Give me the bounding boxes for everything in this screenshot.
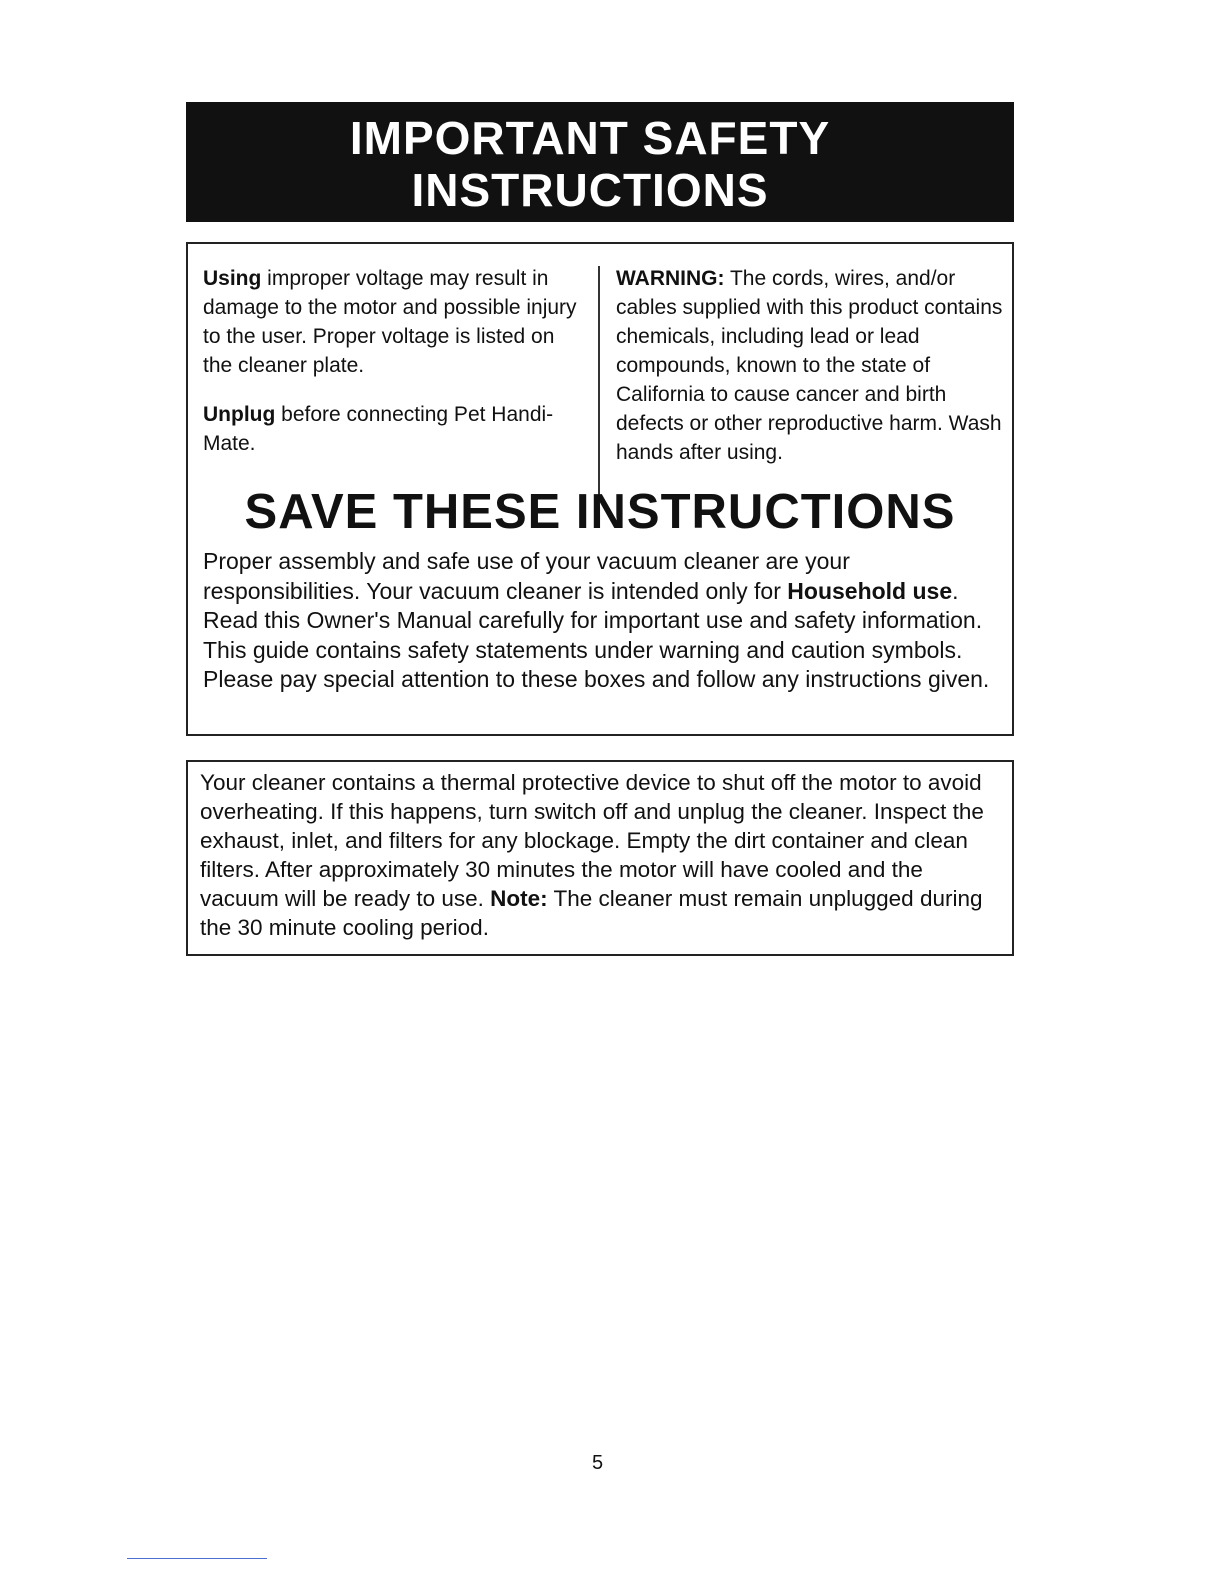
using-label: Using [203,267,262,290]
warning-label: WARNING: [616,267,725,290]
responsibilities-text-1: Proper assembly and safe use of your vacuum cleaner are your responsibilities. Your vacuum cleaner is intended only for [203,548,850,604]
save-instructions-body [203,547,1003,695]
thermal-protection-body [200,768,1006,942]
unplug-label: Unplug [203,403,276,426]
column-divider [598,266,600,506]
safety-instructions-box [186,242,1014,736]
save-instructions-heading: SAVE THESE INSTRUCTIONS [244,485,956,539]
safety-banner [186,102,1014,222]
voltage-column [203,264,588,458]
responsibilities-paragraph [203,547,1003,695]
page-number: 5 [591,1452,604,1474]
footer-rule [127,1558,267,1559]
voltage-text: improper voltage may result in damage to the motor and possible injury to the user. Proper voltage is listed on the cleaner plate. [203,267,577,377]
warning-paragraph [616,264,1006,467]
warning-column [616,264,1006,467]
voltage-paragraph [203,264,588,380]
unplug-text: before connecting Pet Handi-Mate. [203,403,554,455]
thermal-protection-box [186,760,1014,956]
thermal-text-1: Your cleaner contains a thermal protective device to shut off the motor to avoid overheating. If this happens, turn switch off and unplug the cleaner. Inspect the exhaust, inlet, and filters for any blockage. Empty the dirt container and clean filters. After approximately 30 minutes the motor will have cooled and the vacuum will be ready to use. [200,770,984,911]
household-use-label: Household use [787,577,953,604]
responsibilities-text-2: . Read this Owner's Manual carefully for important use and safety information. This guide contains safety statements under warning and caution symbols. Please pay special attention to these boxes and follow any instructions given. [203,577,990,692]
warning-text: The cords, wires, and/or cables supplied with this product contains chemicals, including lead or lead compounds, known to the state of California to cause cancer and birth defects or other reproductive harm. Wash hands after using. [616,267,1003,464]
banner-title-line1: IMPORTANT SAFETY [349,112,831,164]
banner-title-line2: INSTRUCTIONS [411,164,769,216]
unplug-paragraph [203,400,588,458]
note-label: Note: [490,886,548,911]
thermal-paragraph [200,768,1006,942]
thermal-text-2: The cleaner must remain unplugged during the 30 minute cooling period. [200,886,983,940]
